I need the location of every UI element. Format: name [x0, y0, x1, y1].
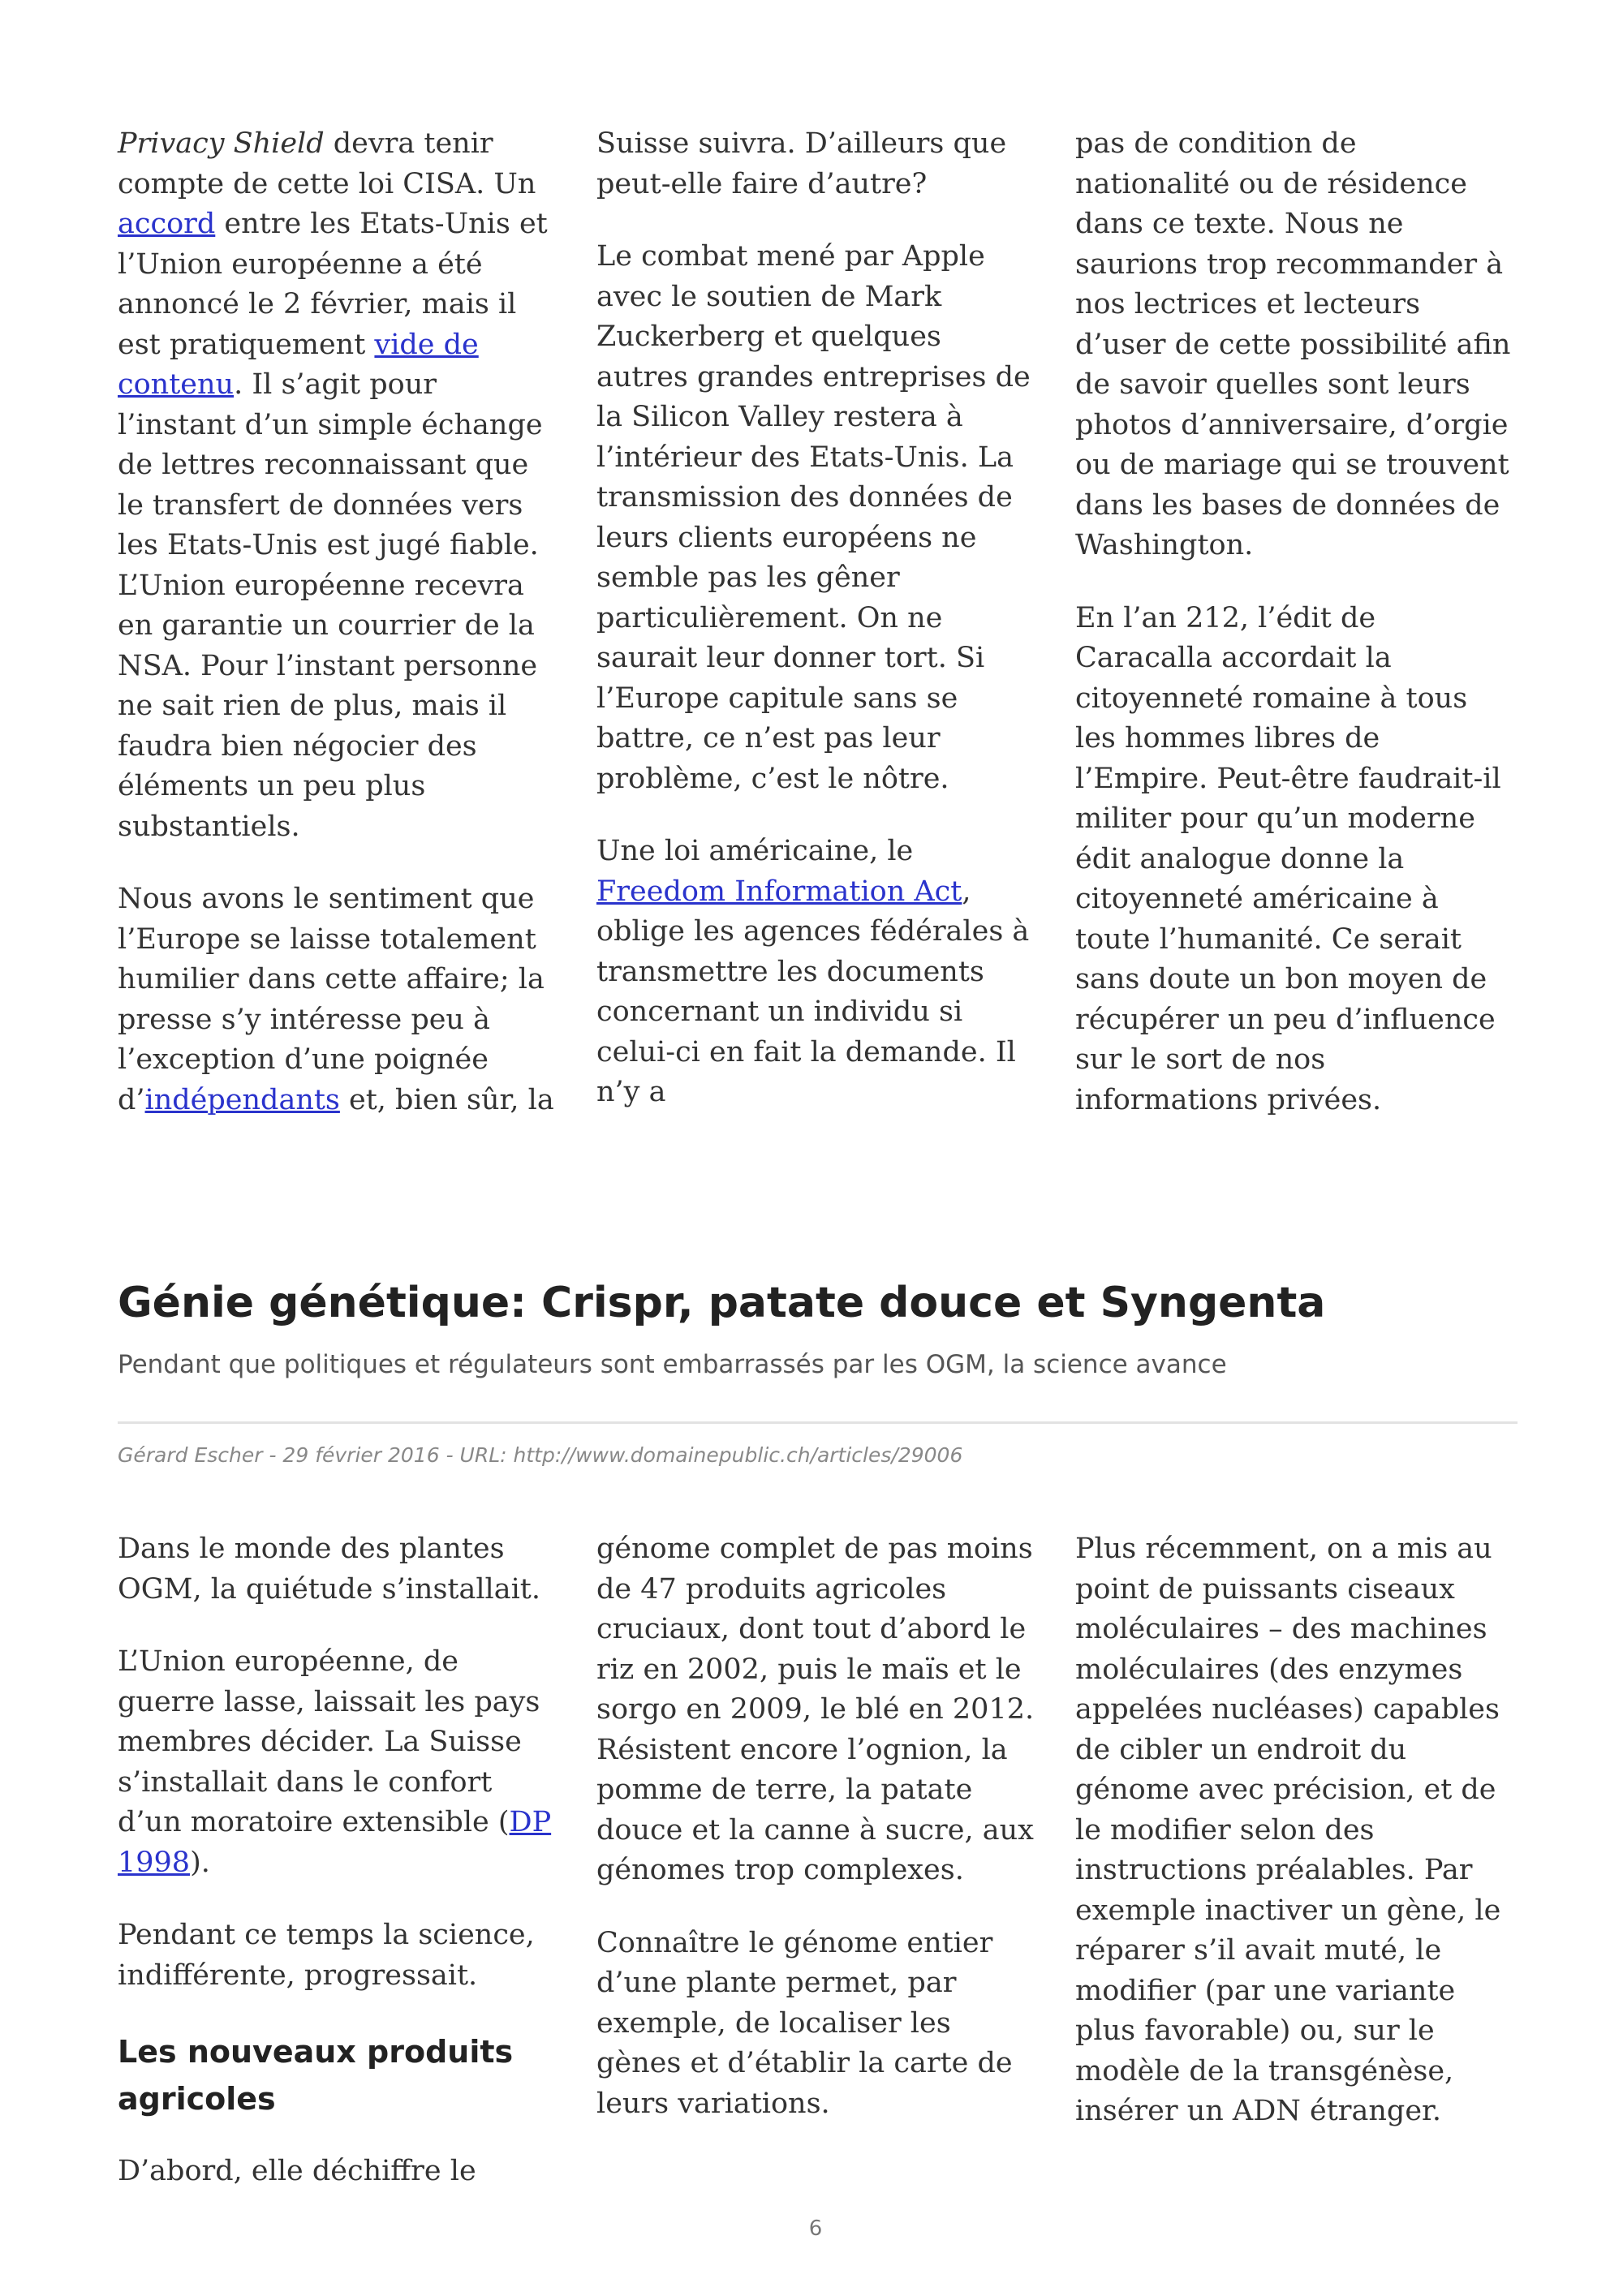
text-run: Nous avons le sentiment que l’Europe se laisse totalement humilier dans cette affaire; la presse s’y intéresse peu à l’exception d’une poignée d’	[118, 883, 545, 1116]
section-subheading: Les nouveaux produits agricoles	[118, 2034, 514, 2117]
paragraph: Dans le monde des plantes OGM, la quiétude s’installait.	[118, 1533, 540, 1606]
paragraph: Connaître le génome entier d’une plante permet, par exemple, de localiser les gènes et d’établir la carte de leurs variations.	[596, 1926, 1013, 2120]
paragraph: Pendant ce temps la science, indifférente, progressait.	[118, 1919, 535, 1992]
text-run: et, bien sûr, la	[339, 1083, 554, 1116]
text-run: entre les Etats-Unis et l’Union européenne a été annoncé le 2 février, mais il est pratiquement	[118, 208, 548, 361]
text-run: Une loi américaine, le	[596, 835, 914, 867]
paragraph	[118, 1642, 556, 1883]
paragraph: D’abord, elle déchiffre le	[118, 2155, 476, 2187]
article-meta: Gérard Escher - 29 février 2016 - URL: http://www.domainepublic.ch/articles/29006	[118, 1443, 963, 1467]
paragraph: pas de condition de nationalité ou de résidence dans ce texte. Nous ne saurions trop recommander à nos lectrices et lecteurs d’user de cette possibilité afin de savoir quelles sont leurs photos d’anniversaire, d’orgie ou de mariage qui se trouvent dans les bases de données de Washington.	[1075, 127, 1511, 561]
article-title: Génie génétique: Crispr, patate douce et Syngenta	[118, 1279, 1326, 1327]
text-run: , oblige les agences fédérales à transmettre les documents concernant un individu si celui-ci en fait la demande. Il n’y a	[596, 875, 1030, 1108]
paragraph: Le combat mené par Apple avec le soutien de Mark Zuckerberg et quelques autres grandes entreprises de la Silicon Valley restera à l’intérieur des Etats-Unis. La transmission des données de leurs clients européens ne semble pas les gêner particulièrement. On ne saurait leur donner tort. Si l’Europe capitule sans se battre, ce n’est pas leur problème, c’est le nôtre.	[596, 240, 1031, 795]
dp-1998-link[interactable]: DP 1998	[118, 1806, 552, 1879]
paragraph	[118, 124, 556, 847]
paragraph: En l’an 212, l’édit de Caracalla accordait la citoyenneté romaine à tous les hommes libres de l’Empire. Peut-être faudrait-il militer pour qu’un moderne édit analogue donne la citoyenneté américaine à toute l’humanité. Ce serait sans doute un bon moyen de récupérer un peu d’influence sur le sort de nos informations privées.	[1075, 601, 1501, 1116]
paragraph	[596, 832, 1035, 1113]
paragraph: Suisse suivra. D’ailleurs que peut-elle faire d’autre?	[596, 127, 1007, 200]
prev-article-column-1	[118, 124, 556, 1120]
paragraph: génome complet de pas moins de 47 produits agricoles cruciaux, dont tout d’abord le riz en 2002, puis le maïs et le sorgo en 2009, le blé en 2012. Résistent encore l’ognion, la pomme de terre, la patate douce et la canne à sucre, aux génomes trop complexes.	[596, 1533, 1035, 1886]
text-run: L’Union européenne, de guerre lasse, laissait les pays membres décider. La Suisse s’installait dans le confort d’un moratoire extensible (	[118, 1645, 540, 1838]
accord-link[interactable]: accord	[118, 208, 216, 240]
article-column-3	[1075, 1529, 1513, 2132]
paragraph	[118, 879, 556, 1120]
text-run: ).	[190, 1846, 210, 1879]
vide-de-contenu-link[interactable]: vide de contenu	[118, 328, 479, 401]
article-column-1	[118, 1529, 556, 2192]
article-subtitle: Pendant que politiques et régulateurs sont embarrassés par les OGM, la science avance	[118, 1350, 1227, 1379]
prev-article-column-2	[596, 124, 1035, 1113]
page-number: 6	[808, 2216, 823, 2241]
text-run: . Il s’agit pour l’instant d’un simple échange de lettres reconnaissant que le transfert de données vers les Etats-Unis est jugé fiable. L’Union européenne recevra en garantie un courrier de la NSA. Pour l’instant personne ne sait rien de plus, mais il faudra bien négocier des éléments un peu plus substantiels.	[118, 368, 543, 843]
independants-link[interactable]: indépendants	[144, 1083, 340, 1116]
article-column-2	[596, 1529, 1035, 2124]
emphasis-text: Privacy Shield	[118, 127, 325, 160]
paragraph: Plus récemment, on a mis au point de puissants ciseaux moléculaires – des machines moléculaires (des enzymes appelées nucléases) capables de cibler un endroit du génome avec précision, et de le modifier selon des instructions préalables. Par exemple inactiver un gène, le réparer s’il avait muté, le modifier (par une variante plus favorable) ou, sur le modèle de la transgénèse, insérer un ADN étranger.	[1075, 1533, 1501, 2127]
freedom-information-act-link[interactable]: Freedom Information Act	[596, 875, 962, 908]
header-divider	[118, 1421, 1518, 1424]
text-run: devra tenir compte de cette loi CISA. Un	[118, 127, 536, 200]
prev-article-column-3	[1075, 124, 1513, 1120]
